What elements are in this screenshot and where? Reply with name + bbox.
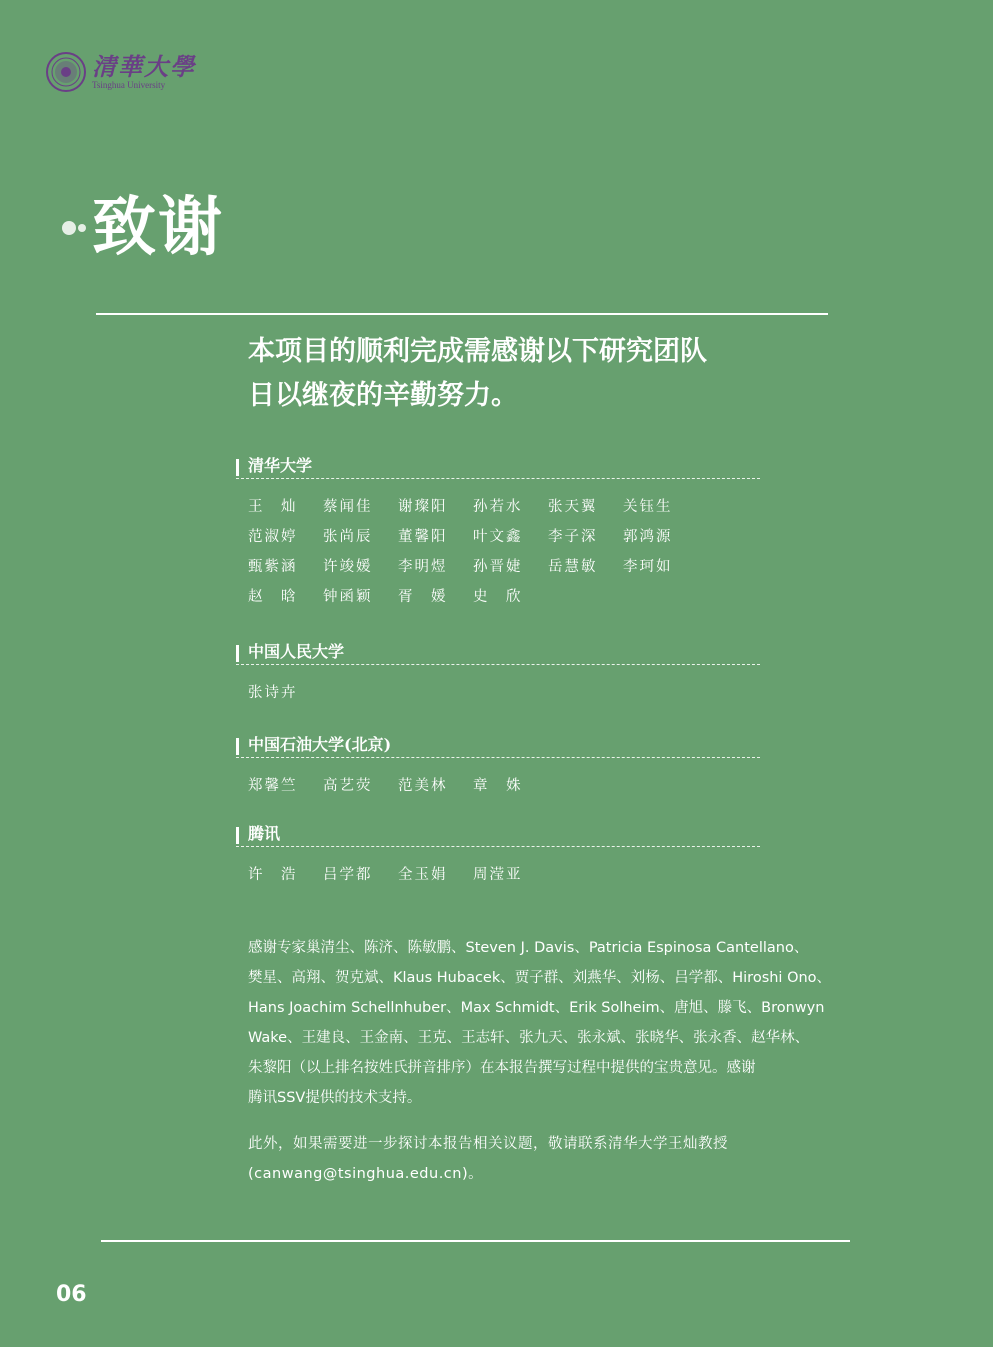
person-name: 叶文鑫 — [473, 529, 523, 545]
person-name: 章 姝 — [473, 778, 523, 794]
section-bar — [236, 738, 239, 755]
section-bar — [236, 645, 239, 662]
person-name: 高艺荧 — [323, 778, 373, 794]
thanks-line: 感谢专家巢清尘、陈济、陈敏鹏、Steven J. Davis、Patricia Espinosa Cantellano、 — [248, 940, 809, 956]
contact-line: 此外，如果需要进一步探讨本报告相关议题，敬请联系清华大学王灿教授 — [248, 1136, 728, 1152]
section-title: 清华大学 — [248, 456, 313, 475]
person-name: 范淑婷 — [248, 529, 298, 545]
person-name: 郑馨竺 — [248, 778, 298, 794]
section-petroleum — [236, 735, 760, 801]
top-divider — [96, 313, 828, 315]
person-name: 谢璨阳 — [398, 499, 448, 515]
person-name: 范美林 — [398, 778, 448, 794]
name-list — [248, 860, 760, 890]
thanks-line: 腾讯SSV提供的技术支持。 — [248, 1090, 422, 1106]
person-name: 李明煜 — [398, 559, 448, 575]
person-name: 赵 晗 — [248, 589, 298, 605]
person-name: 王 灿 — [248, 499, 298, 515]
person-name: 蔡闻佳 — [323, 499, 373, 515]
name-list — [248, 771, 760, 801]
tsinghua-logo — [46, 52, 196, 92]
thanks-line: 朱黎阳（以上排名按姓氏拼音排序）在本报告撰写过程中提供的宝贵意见。感谢 — [248, 1060, 756, 1076]
intro-line: 本项目的顺利完成需感谢以下研究团队 — [248, 336, 707, 367]
section-title: 中国石油大学(北京) — [248, 735, 392, 754]
person-name: 胥 媛 — [398, 589, 448, 605]
person-name: 全玉娟 — [398, 867, 448, 883]
name-list — [248, 492, 760, 612]
intro-text — [248, 330, 768, 418]
thanks-line: Wake、王建良、王金南、王克、王志轩、张九天、张永斌、张晓华、张永香、赵华林、 — [248, 1030, 810, 1046]
logo-chinese-text: 清華大學 — [92, 52, 196, 81]
person-name: 董馨阳 — [398, 529, 448, 545]
contact-line: (canwang@tsinghua.edu.cn)。 — [248, 1166, 484, 1182]
person-name: 关钰生 — [623, 499, 673, 515]
name-list — [248, 678, 760, 708]
person-name: 李子深 — [548, 529, 598, 545]
person-name: 岳慧敏 — [548, 559, 598, 575]
section-tencent — [236, 824, 760, 890]
thanks-line: Hans Joachim Schellnhuber、Max Schmidt、Erik Solheim、唐旭、滕飞、Bronwyn — [248, 1000, 825, 1016]
person-name: 史 欣 — [473, 589, 523, 605]
person-name: 甄紫涵 — [248, 559, 298, 575]
thanks-paragraph — [248, 933, 832, 1189]
person-name: 张尚辰 — [323, 529, 373, 545]
page-title: 致谢 — [92, 191, 224, 265]
page-heading — [62, 188, 224, 268]
person-name: 郭鸿源 — [623, 529, 673, 545]
person-name: 钟函颖 — [323, 589, 373, 605]
person-name: 李珂如 — [623, 559, 673, 575]
section-bar — [236, 459, 239, 476]
page-number: 06 — [56, 1282, 87, 1307]
person-name: 周滢亚 — [473, 867, 523, 883]
person-name: 吕学都 — [323, 867, 373, 883]
heading-dots-icon — [62, 221, 86, 235]
bottom-divider — [101, 1240, 850, 1242]
person-name: 许竣媛 — [323, 559, 373, 575]
tsinghua-seal-icon — [46, 52, 86, 92]
person-name: 孙若水 — [473, 499, 523, 515]
thanks-line: 樊星、高翔、贺克斌、Klaus Hubacek、贾子群、刘燕华、刘杨、吕学都、Hiroshi Ono、 — [248, 970, 832, 986]
section-bar — [236, 827, 239, 844]
person-name: 孙晋婕 — [473, 559, 523, 575]
logo-english-text: Tsinghua University — [92, 80, 166, 90]
person-name: 张诗卉 — [248, 685, 298, 701]
person-name: 张天翼 — [548, 499, 598, 515]
section-title: 腾讯 — [248, 824, 281, 843]
person-name: 许 浩 — [248, 867, 298, 883]
section-renmin — [236, 642, 760, 708]
intro-line: 日以继夜的辛勤努力。 — [248, 380, 518, 411]
section-tsinghua — [236, 456, 760, 612]
contact-paragraph — [248, 1129, 768, 1189]
section-title: 中国人民大学 — [248, 642, 345, 661]
